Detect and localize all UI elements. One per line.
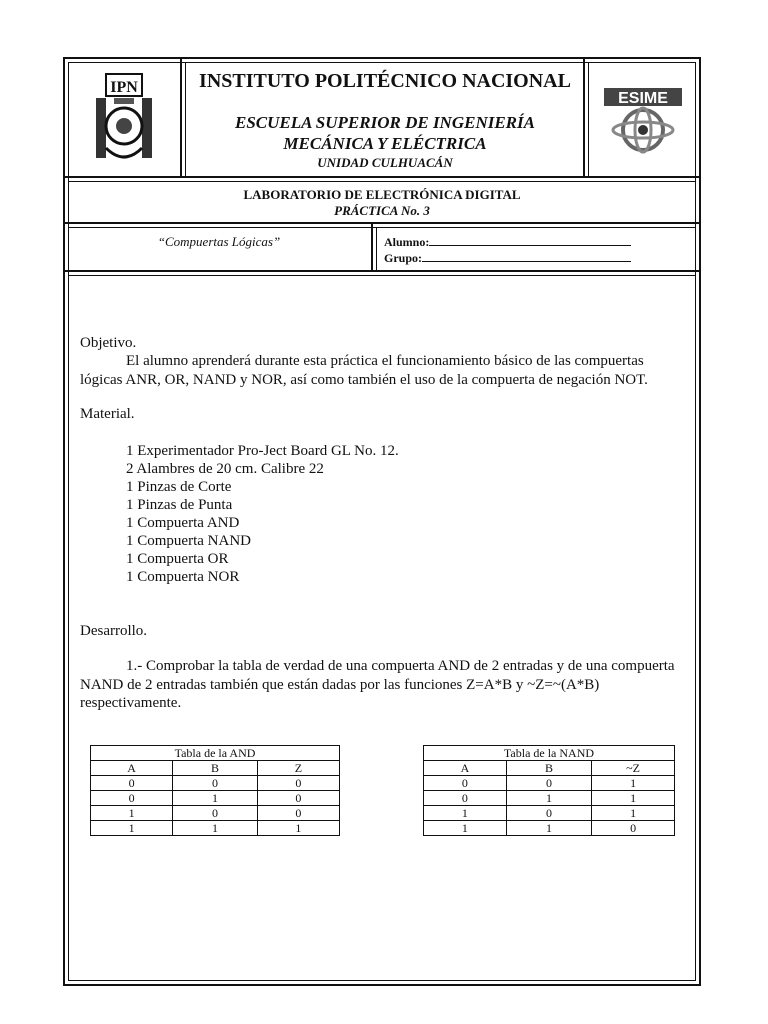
lab-divider xyxy=(63,222,701,224)
group-name-line[interactable] xyxy=(422,250,631,262)
table-header-row xyxy=(424,761,675,776)
info-divider-inner xyxy=(68,275,696,276)
logo-right-divider xyxy=(583,57,585,178)
table-row xyxy=(424,791,675,806)
table-header-row xyxy=(91,761,340,776)
table-cell: 1 xyxy=(506,821,591,836)
table-cell: 1 xyxy=(424,821,507,836)
student-name-line[interactable] xyxy=(429,234,631,246)
table-cell: 0 xyxy=(424,776,507,791)
table-cell: 1 xyxy=(257,821,339,836)
material-item: 1 Experimentador Pro-Ject Board GL No. 12. xyxy=(126,443,399,459)
table-cell: 1 xyxy=(592,776,675,791)
material-item: 1 Compuerta NAND xyxy=(126,533,251,549)
esime-logo-text: ESIME xyxy=(618,90,668,107)
table-cell: 0 xyxy=(257,806,339,821)
table-cell: 1 xyxy=(424,806,507,821)
table-cell: 1 xyxy=(173,791,258,806)
institute-title: INSTITUTO POLITÉCNICO NACIONAL xyxy=(199,70,571,92)
table-cell: 0 xyxy=(91,791,173,806)
school-name-line1: ESCUELA SUPERIOR DE INGENIERÍA xyxy=(235,113,535,132)
and-table-title: Tabla de la AND xyxy=(91,746,340,761)
table-row xyxy=(424,821,675,836)
material-list xyxy=(126,442,399,586)
table-row xyxy=(91,791,340,806)
table-cell: 0 xyxy=(91,776,173,791)
material-item: 1 Compuerta NOR xyxy=(126,569,240,585)
material-item: 1 Pinzas de Punta xyxy=(126,497,233,513)
table-header-cell: B xyxy=(506,761,591,776)
table-cell: 1 xyxy=(506,791,591,806)
table-header-cell: A xyxy=(91,761,173,776)
logo-left-divider-inner xyxy=(185,62,186,177)
lab-divider-inner xyxy=(68,227,696,228)
table-cell: 1 xyxy=(173,821,258,836)
table-cell: 0 xyxy=(506,776,591,791)
logo-left-divider xyxy=(180,57,182,178)
table-cell: 1 xyxy=(91,806,173,821)
material-heading: Material. xyxy=(80,406,135,422)
lab-name: LABORATORIO DE ELECTRÓNICA DIGITAL xyxy=(243,187,521,202)
info-divider-vertical xyxy=(371,222,373,272)
school-name-line2: MECÁNICA Y ELÉCTRICA xyxy=(283,134,487,153)
ipn-logo-text: IPN xyxy=(110,79,138,96)
development-line2: NAND de 2 entradas también que están dadas por las funciones Z=A*B y ~Z=~(A*B) xyxy=(80,677,600,693)
objective-line2: lógicas ANR, OR, NAND y NOR, así como también el uso de la compuerta de negación NOT. xyxy=(80,372,648,388)
table-header-cell: A xyxy=(424,761,507,776)
table-header-cell: Z xyxy=(257,761,339,776)
table-header-cell: B xyxy=(173,761,258,776)
table-cell: 0 xyxy=(506,806,591,821)
table-cell: 0 xyxy=(173,806,258,821)
development-line1: 1.- Comprobar la tabla de verdad de una compuerta AND de 2 entradas y de una compuerta xyxy=(126,658,675,674)
unit-name: UNIDAD CULHUACÁN xyxy=(317,155,453,170)
header-divider-inner xyxy=(68,181,696,182)
table-cell: 1 xyxy=(592,791,675,806)
nand-truth-table xyxy=(423,745,675,836)
table-cell: 1 xyxy=(91,821,173,836)
material-item: 1 Pinzas de Corte xyxy=(126,479,232,495)
objective-heading: Objetivo. xyxy=(80,335,137,351)
table-row xyxy=(424,806,675,821)
table-cell: 0 xyxy=(257,776,339,791)
student-label: Alumno: xyxy=(384,235,430,249)
logo-right-divider-inner xyxy=(588,62,589,177)
table-cell: 1 xyxy=(592,806,675,821)
practice-topic: “Compuertas Lógicas” xyxy=(157,234,281,249)
group-label: Grupo: xyxy=(384,251,423,265)
esime-logo-icon xyxy=(600,84,686,158)
header-divider xyxy=(63,176,701,178)
table-cell: 0 xyxy=(173,776,258,791)
development-line3: respectivamente. xyxy=(80,695,182,711)
practice-number: PRÁCTICA No. 3 xyxy=(334,203,430,218)
table-cell: 0 xyxy=(592,821,675,836)
table-header-cell: ~Z xyxy=(592,761,675,776)
table-cell: 0 xyxy=(257,791,339,806)
table-row xyxy=(91,776,340,791)
development-heading: Desarrollo. xyxy=(80,623,148,639)
group-field[interactable] xyxy=(384,250,631,266)
material-item: 2 Alambres de 20 cm. Calibre 22 xyxy=(126,461,324,477)
info-divider xyxy=(63,270,701,272)
material-item: 1 Compuerta OR xyxy=(126,551,229,567)
material-item: 1 Compuerta AND xyxy=(126,515,240,531)
and-truth-table xyxy=(90,745,340,836)
table-cell: 0 xyxy=(424,791,507,806)
nand-table-title: Tabla de la NAND xyxy=(424,746,675,761)
table-row xyxy=(424,776,675,791)
info-divider-vertical-inner xyxy=(376,227,377,271)
objective-line1: El alumno aprenderá durante esta práctica el funcionamiento básico de las compuertas xyxy=(126,353,644,369)
table-row xyxy=(91,821,340,836)
ipn-logo-icon xyxy=(92,68,156,168)
table-row xyxy=(91,806,340,821)
student-field[interactable] xyxy=(384,234,631,250)
